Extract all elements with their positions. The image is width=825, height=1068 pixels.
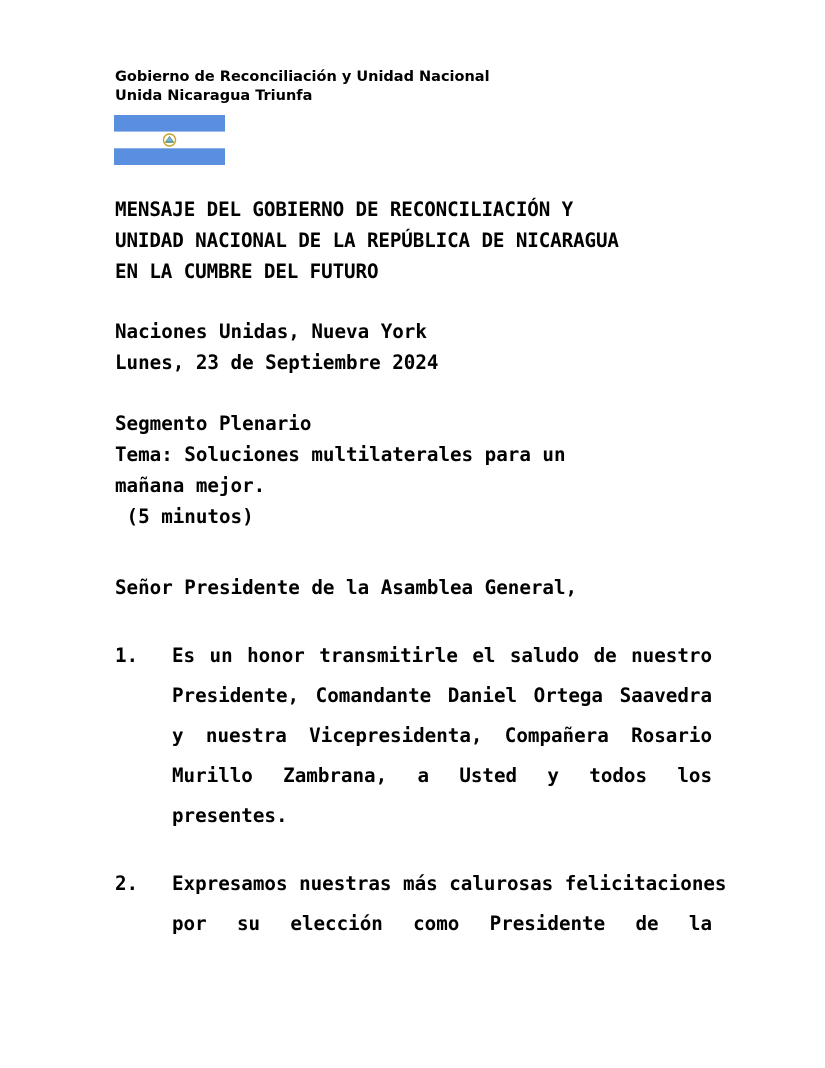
paragraph-line: por su elección como Presidente de la xyxy=(172,912,712,935)
paragraph-line: Presidente, Comandante Daniel Ortega Saavedra xyxy=(172,684,712,707)
segment-duration: (5 minutos) xyxy=(115,505,254,528)
segment-block xyxy=(115,408,566,532)
salutation: Señor Presidente de la Asamblea General, xyxy=(115,576,578,599)
header-slogan: Unida Nicaragua Triunfa xyxy=(115,88,313,104)
nicaragua-flag-icon xyxy=(114,115,225,165)
paragraph-number: 2. xyxy=(115,872,139,895)
speech-title xyxy=(115,194,619,287)
document-header xyxy=(115,68,490,106)
venue-date: Lunes, 23 de Septiembre 2024 xyxy=(115,351,439,374)
segment-name: Segmento Plenario xyxy=(115,412,312,435)
paragraph-line: Murillo Zambrana, a Usted y todos los xyxy=(172,764,712,787)
paragraph-number: 1. xyxy=(115,644,139,667)
title-line-2: UNIDAD NACIONAL DE LA REPÚBLICA DE NICARAGUA xyxy=(115,229,619,252)
paragraph-line: y nuestra Vicepresidenta, Compañera Rosario xyxy=(172,724,712,747)
paragraph-body xyxy=(172,636,712,836)
title-line-3: EN LA CUMBRE DEL FUTURO xyxy=(115,260,379,283)
segment-theme-line-1: Tema: Soluciones multilaterales para un xyxy=(115,443,566,466)
header-government-name: Gobierno de Reconciliación y Unidad Nacional xyxy=(115,69,490,85)
venue-location: Naciones Unidas, Nueva York xyxy=(115,320,427,343)
venue-block xyxy=(115,316,438,378)
title-line-1: MENSAJE DEL GOBIERNO DE RECONCILIACIÓN Y xyxy=(115,198,574,221)
paragraph-line: Es un honor transmitirle el saludo de nuestro xyxy=(172,644,712,667)
paragraph-body xyxy=(172,864,727,944)
paragraph-line: presentes. xyxy=(172,804,288,827)
segment-theme-line-2: mañana mejor. xyxy=(115,474,266,497)
paragraph-line: Expresamos nuestras más calurosas felicitaciones xyxy=(172,872,727,895)
